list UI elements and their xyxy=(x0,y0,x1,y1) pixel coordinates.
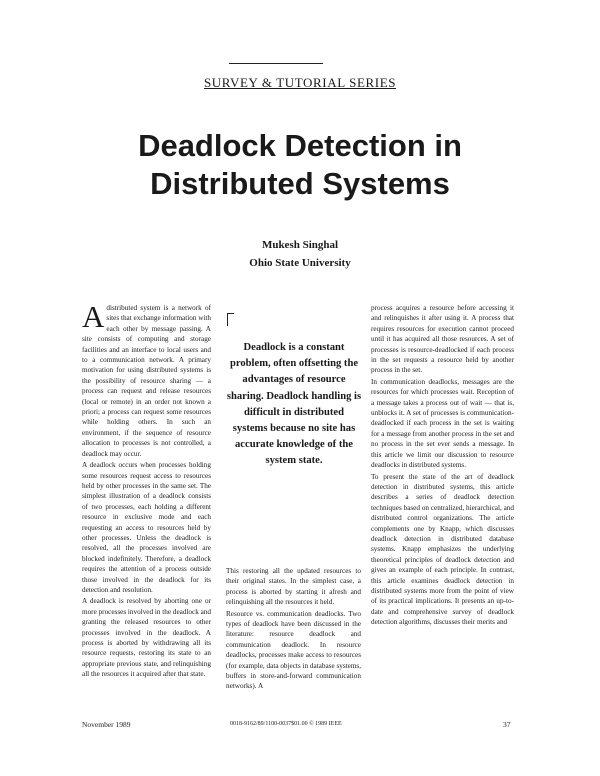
paragraph: process acquires a resource before accessing it and relinquishes it after using it. A process that requires resources for execution cannot proceed until it has acquired all those resources. A set of processes is resource-deadlocked if each process in the set requests a resource held by another process in the set. xyxy=(371,304,514,375)
footer-date: November 1989 xyxy=(82,720,131,729)
column-2 xyxy=(226,566,361,693)
author-affiliation: Ohio State University xyxy=(249,257,351,269)
drop-cap: A xyxy=(82,299,105,334)
author-name: Mukesh Singhal xyxy=(261,239,339,251)
byline xyxy=(0,236,600,272)
paragraph: A deadlock occurs when processes holding some resources request access to resources held by other processes in the same set. The simplest illustration of a deadlock consists of two processes, each holding a different resource in exclusive mode and each requesting an access to resources held by other processes. Unless the deadlock is resolved, all the processes involved are blocked indefinitely. Therefore, a deadlock requires the attention of a process outside those involved in the deadlock for its detection and resolution. xyxy=(82,461,211,594)
title-line-1: Deadlock Detection in xyxy=(138,128,462,163)
column-3 xyxy=(371,303,514,629)
paragraph: To present the state of the art of deadlock detection in distributed systems, this article describes a series of deadlock detection techniques based on centralized, hierarchical, and distributed control organizations. The article complements one by Knapp, which discusses deadlock detection in distributed database systems. Knapp emphasizes the underlying theoretical principles of deadlock detection and gives an example of each principle. In contrast, this article examines deadlock detection in distributed systems more from the point of view of its practical implications. It presents an up-to-date and comprehensive survey of deadlock detection algorithms, discusses their merits and xyxy=(371,472,514,627)
page-number: 37 xyxy=(503,720,511,729)
series-label: SURVEY & TUTORIAL SERIES xyxy=(203,75,397,90)
title-line-2: Distributed Systems xyxy=(150,166,450,201)
paragraph: This restoring all the updated resources to their original states. In the simplest case, a process is aborted by starting it afresh and relinquishing all the resources it held. xyxy=(226,567,361,607)
article-title xyxy=(0,127,600,203)
pull-quote: Deadlock is a constant problem, often offsetting the advantages of resource sharing. Deadlock handling is difficult in distributed systems because no site has accurate knowledge of the system state. xyxy=(226,342,362,467)
quote-bracket-decoration xyxy=(227,313,234,326)
paragraph: A distributed system is a network of sites that exchange information with each other by message passing. A site consists of computing and storage facilities and an interface to local users and to a communication network. A primary motivation for using distributed systems is the possibility of resource sharing — a process can request and release resources (local or remote) in an order not known a priori; a process can request some resources while holding others. In such an environment, if the sequence of resource allocation to processes is not controlled, a deadlock may occur. xyxy=(82,299,211,458)
paragraph: A deadlock is resolved by aborting one or more processes involved in the deadlock and granting the released resources to other processes involved in the deadlock. A process is aborted by withdrawing all its resource requests, restoring its state to an appropriate previous state, and relinquishing all the resources it acquired after that state. xyxy=(82,597,211,679)
paragraph: In communication deadlocks, messages are the resources for which processes wait. Reception of a message takes a process out of wait — that is, unblocks it. A set of processes is communication-deadlocked if each process in the set is waiting for a message from another process in the set and no process in the set ever sends a message. In this article we limit our discussion to resource deadlocks in distributed systems. xyxy=(371,377,514,470)
column-1 xyxy=(82,299,211,681)
footer-code: 0018-9162/89/1100-0037$01.00 © 1989 IEEE xyxy=(230,721,342,727)
header-rule xyxy=(229,63,323,64)
paragraph: Resource vs. communication deadlocks. Two types of deadlock have been discussed in the literature: resource deadlock and communication deadlock. In resource deadlocks, processes make access to resources (for example, data objects in database systems, buffers in store-and-forward communication networks). A xyxy=(226,609,361,691)
